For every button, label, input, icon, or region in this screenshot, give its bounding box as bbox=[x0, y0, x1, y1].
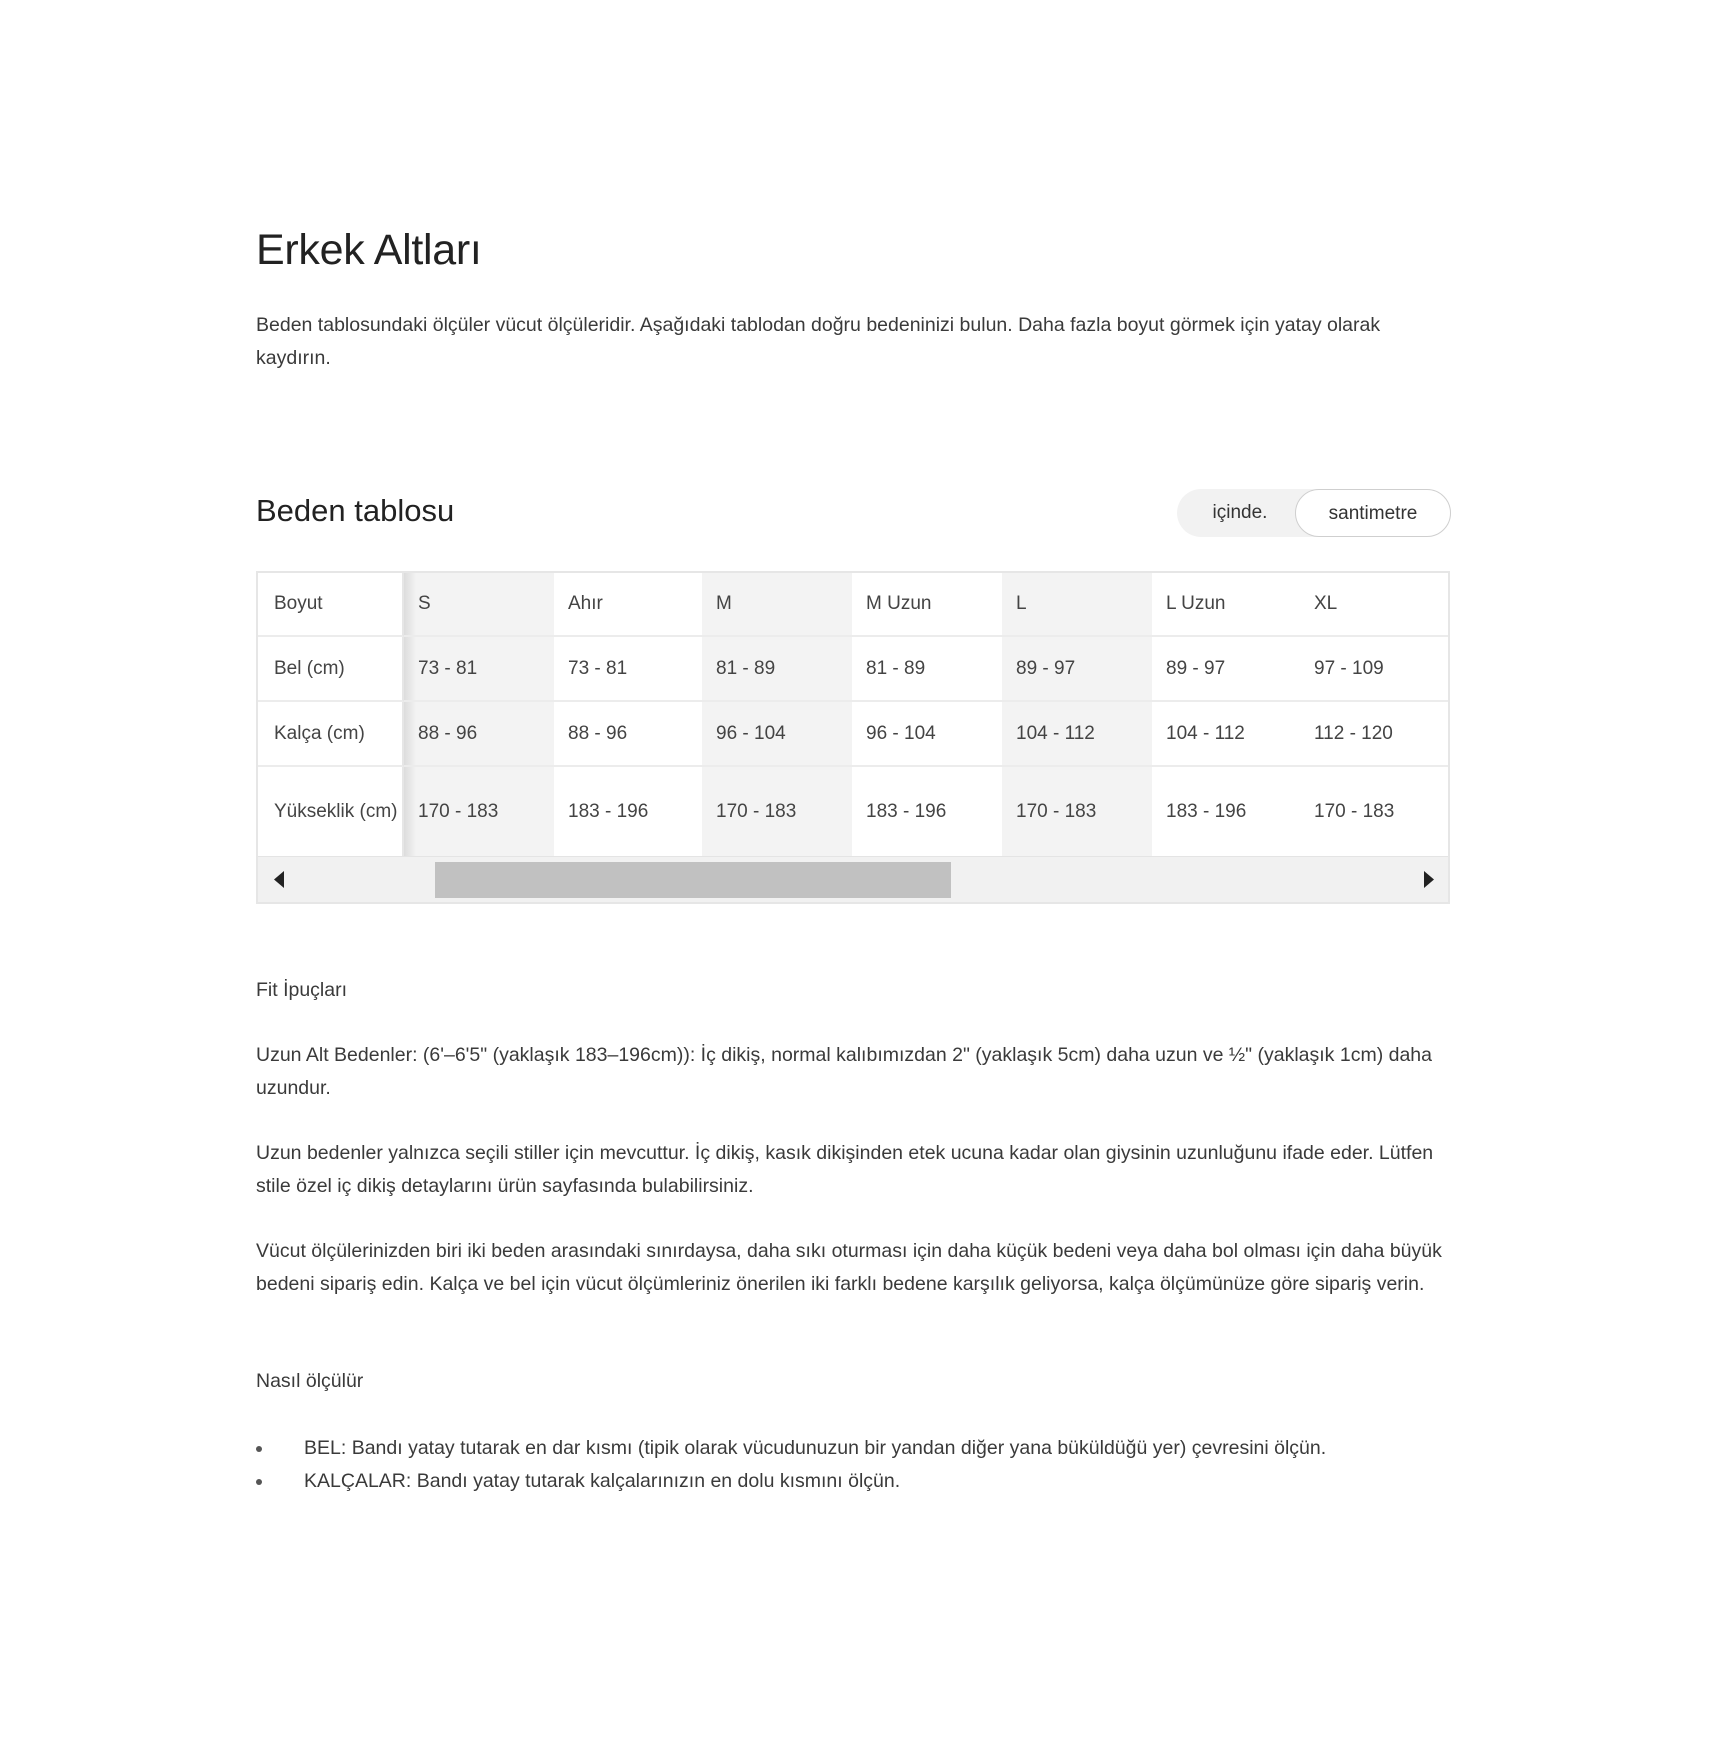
table-cell: 89 - 97 bbox=[1152, 637, 1300, 702]
fit-tip-paragraph: Uzun bedenler yalnızca seçili stiller için mevcuttur. İç dikiş, kasık dikişinden etek ucuna kadar olan giysinin uzunluğunu ifade eder. Lütfen stile özel iç dikiş detaylarını ürün sayfasında bulabilirsiniz. bbox=[256, 1142, 1434, 1197]
table-cell: 183 - 196 bbox=[852, 767, 1002, 856]
how-to-measure-list bbox=[256, 1432, 1451, 1498]
size-table bbox=[256, 571, 1450, 904]
table-cell: 104 - 112 bbox=[1152, 702, 1300, 767]
size-header-cell: S bbox=[404, 573, 554, 637]
list-item-text: BEL: Bandı yatay tutarak en dar kısmı (tipik olarak vücudunuzun bir yandan diğer yana büküldüğü yer) çevresini ölçün. bbox=[304, 1437, 1327, 1459]
table-cell: 88 - 96 bbox=[554, 702, 702, 767]
header-label-cell: Boyut bbox=[258, 573, 404, 637]
table-cell: 104 - 112 bbox=[1002, 702, 1152, 767]
table-cell: 89 - 97 bbox=[1002, 637, 1152, 702]
table-cell: 170 - 183 bbox=[404, 767, 554, 856]
table-cell: 170 - 183 bbox=[1002, 767, 1152, 856]
table-cell: 88 - 96 bbox=[404, 702, 554, 767]
how-to-measure-title: Nasıl ölçülür bbox=[256, 1370, 364, 1392]
horizontal-scrollbar[interactable] bbox=[258, 856, 1448, 902]
size-table-grid bbox=[258, 573, 1448, 856]
unit-toggle[interactable] bbox=[1177, 489, 1451, 537]
fit-tip-paragraph: Vücut ölçülerinizden biri iki beden arasındaki sınırdaysa, daha sıkı oturması için daha küçük bedeni veya daha bol olması için daha büyük bedeni sipariş edin. Kalça ve bel için vücut ölçümleriniz önerilen iki farklı bedene karşılık geliyorsa, kalça ölçümünüze göre sipariş verin. bbox=[256, 1240, 1442, 1295]
table-cell: 97 - 109 bbox=[1300, 637, 1448, 702]
triangle-right-icon bbox=[1423, 871, 1434, 888]
table-cell: 170 - 183 bbox=[702, 767, 852, 856]
table-cell: 73 - 81 bbox=[554, 637, 702, 702]
fit-tip-paragraph: Uzun Alt Bedenler: (6'–6'5" (yaklaşık 183–196cm)): İç dikiş, normal kalıbımızdan 2" (yaklaşık 5cm) daha uzun ve ½" (yaklaşık 1cm) daha uzundur. bbox=[256, 1044, 1432, 1099]
table-cell: 96 - 104 bbox=[852, 702, 1002, 767]
bullet-icon bbox=[256, 1479, 262, 1485]
row-label-hip: Kalça (cm) bbox=[258, 702, 404, 767]
table-cell: 73 - 81 bbox=[404, 637, 554, 702]
table-cell: 170 - 183 bbox=[1300, 767, 1448, 856]
page-title: Erkek Altları bbox=[256, 226, 482, 274]
scroll-right-button[interactable] bbox=[1404, 857, 1448, 902]
size-header-cell: XL bbox=[1300, 573, 1448, 637]
scroll-left-button[interactable] bbox=[258, 857, 302, 902]
row-label-height: Yükseklik (cm) bbox=[258, 767, 404, 856]
row-label-waist: Bel (cm) bbox=[258, 637, 404, 702]
size-header-cell: L bbox=[1002, 573, 1152, 637]
table-cell: 183 - 196 bbox=[1152, 767, 1300, 856]
fit-tips-title: Fit İpuçları bbox=[256, 979, 348, 1001]
size-header-cell: M Uzun bbox=[852, 573, 1002, 637]
size-header-cell: L Uzun bbox=[1152, 573, 1300, 637]
table-cell: 183 - 196 bbox=[554, 767, 702, 856]
table-cell: 96 - 104 bbox=[702, 702, 852, 767]
main-content bbox=[256, 226, 1451, 1498]
unit-cm-option[interactable]: santimetre bbox=[1295, 489, 1451, 537]
bullet-icon bbox=[256, 1446, 262, 1452]
list-item bbox=[256, 1465, 1451, 1498]
size-header-cell: M bbox=[702, 573, 852, 637]
triangle-left-icon bbox=[274, 871, 285, 888]
table-cell: 81 - 89 bbox=[702, 637, 852, 702]
size-header-cell: Ahır bbox=[554, 573, 702, 637]
table-cell: 81 - 89 bbox=[852, 637, 1002, 702]
size-chart-title: Beden tablosu bbox=[256, 493, 455, 528]
table-cell: 112 - 120 bbox=[1300, 702, 1448, 767]
list-item-text: KALÇALAR: Bandı yatay tutarak kalçalarınızın en dolu kısmını ölçün. bbox=[304, 1470, 901, 1492]
list-item bbox=[256, 1432, 1451, 1465]
scroll-thumb[interactable] bbox=[435, 862, 951, 898]
intro-text: Beden tablosundaki ölçüler vücut ölçüleridir. Aşağıdaki tablodan doğru bedeninizi bulun. Daha fazla boyut görmek için yatay olarak kaydırın. bbox=[256, 314, 1381, 369]
size-chart-header bbox=[256, 489, 1451, 545]
unit-inch-option[interactable]: içinde. bbox=[1212, 502, 1268, 523]
